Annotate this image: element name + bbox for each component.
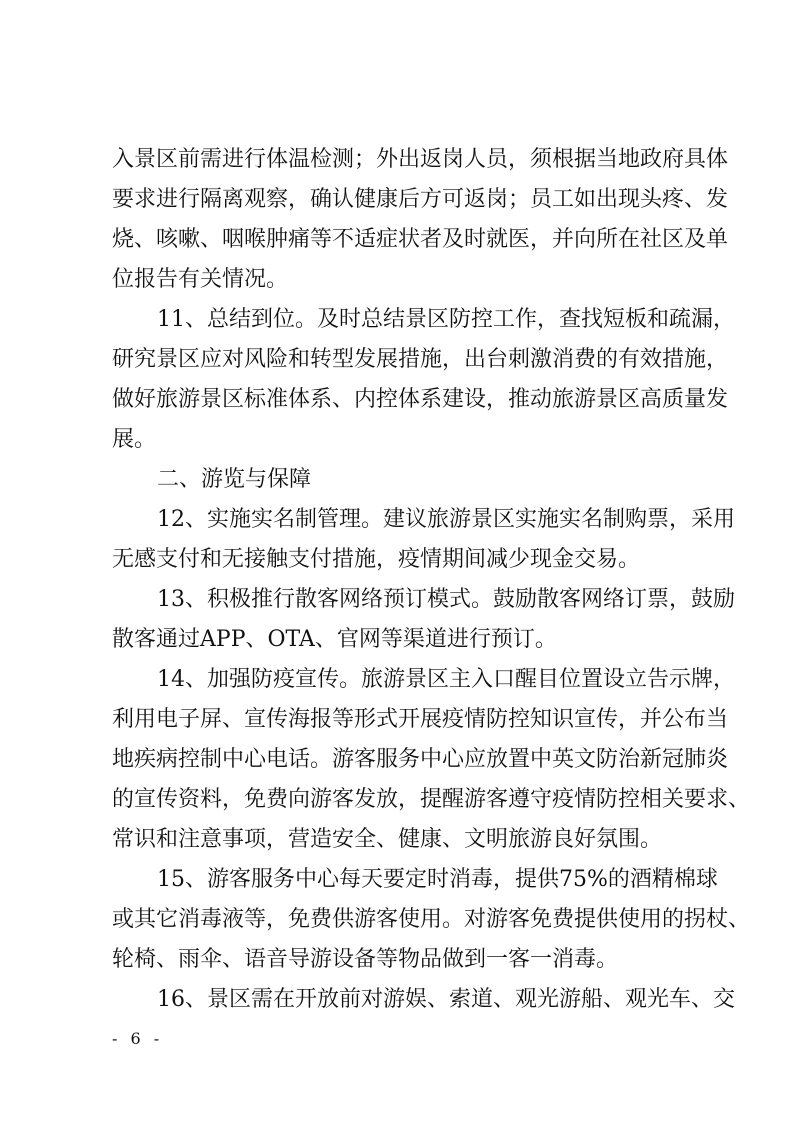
text-line: 地疾病控制中心电话。游客服务中心应放置中英文防治新冠肺炎 — [112, 747, 729, 772]
text-line: 做好旅游景区标准体系、内控体系建设，推动旅游景区高质量发 — [112, 387, 729, 412]
text-line: 研究景区应对风险和转型发展措施，出台刺激消费的有效措施， — [112, 347, 729, 372]
text-line: 13、积极推行散客网络预订模式。鼓励散客网络订票，鼓励 — [157, 587, 735, 612]
text-line: 入景区前需进行体温检测；外出返岗人员，须根据当地政府具体 — [112, 147, 729, 172]
page-number: - 6 - — [112, 1029, 164, 1048]
text-line: 12、实施实名制管理。建议旅游景区实施实名制购票，采用 — [157, 507, 735, 532]
text-line: 常识和注意事项，营造安全、健康、文明旅游良好氛围。 — [112, 827, 663, 852]
text-line: 要求进行隔离观察，确认健康后方可返岗；员工如出现头疼、发 — [112, 187, 729, 212]
text-line: 的宣传资料，免费向游客发放，提醒游客遵守疫情防控相关要求、 — [112, 787, 751, 812]
section-heading: 二、游览与保障 — [157, 467, 312, 492]
text-line: 无感支付和无接触支付措施，疫情期间减少现金交易。 — [112, 547, 641, 572]
text-line: 轮椅、雨伞、语音导游设备等物品做到一客一消毒。 — [112, 947, 619, 972]
text-line: 烧、咳嗽、咽喉肿痛等不适症状者及时就医，并向所在社区及单 — [112, 227, 729, 252]
text-line: 位报告有关情况。 — [112, 267, 289, 292]
text-line: 散客通过APP、OTA、官网等渠道进行预订。 — [112, 627, 557, 652]
text-line: 16、景区需在开放前对游娱、索道、观光游船、观光车、交 — [157, 987, 735, 1012]
text-line: 或其它消毒液等，免费供游客使用。对游客免费提供使用的拐杖、 — [112, 907, 751, 932]
text-line: 展。 — [112, 427, 157, 452]
text-line: 利用电子屏、宣传海报等形式开展疫情防控知识宣传，并公布当 — [112, 707, 729, 732]
text-line: 11、总结到位。及时总结景区防控工作，查找短板和疏漏， — [157, 307, 735, 332]
text-line: 14、加强防疫宣传。旅游景区主入口醒目位置设立告示牌， — [157, 667, 735, 692]
text-line: 15、游客服务中心每天要定时消毒，提供75%的酒精棉球 — [157, 867, 718, 892]
